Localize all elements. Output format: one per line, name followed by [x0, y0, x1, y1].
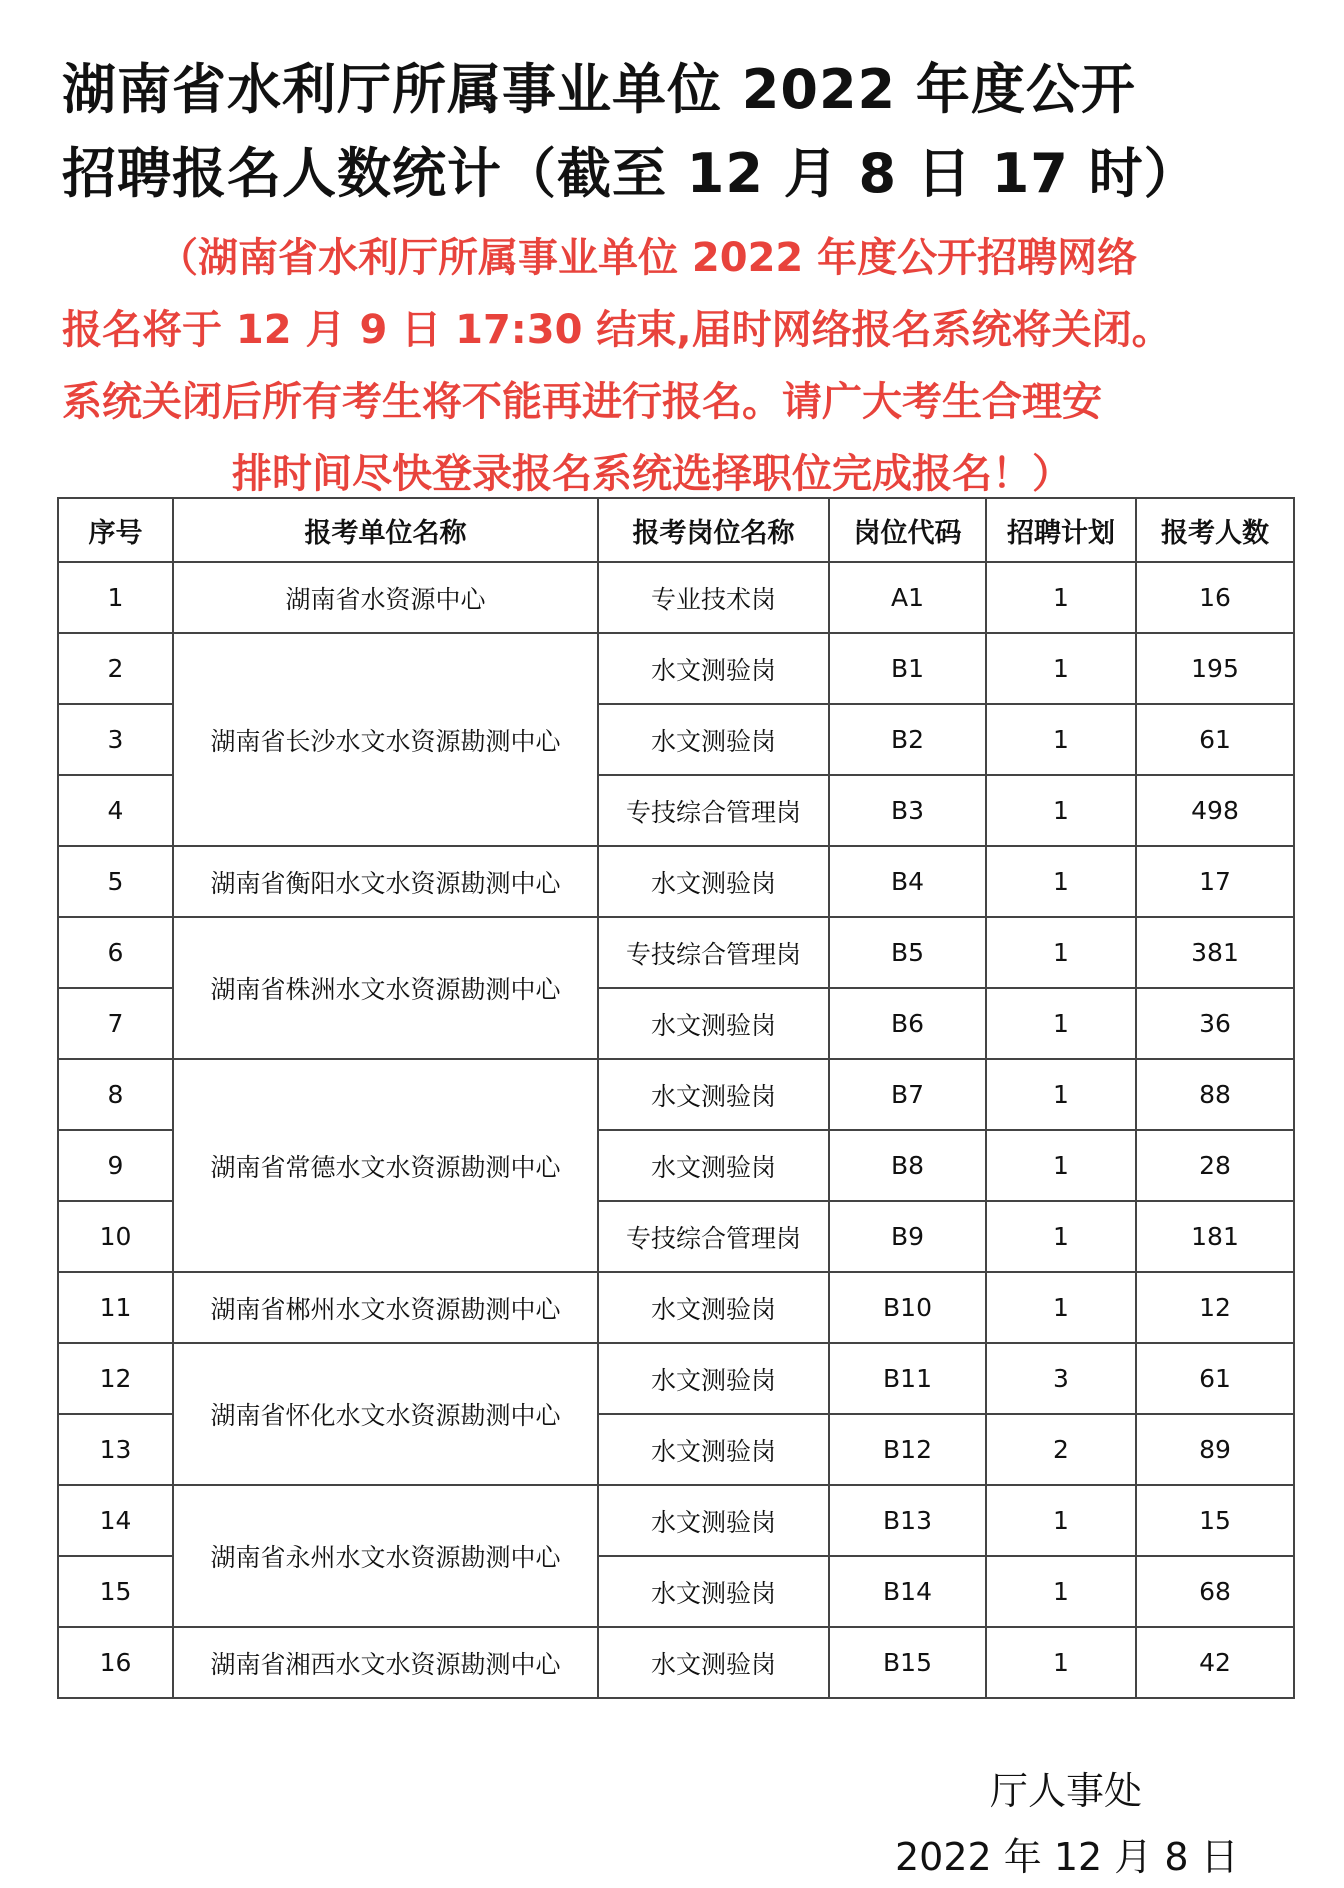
cell-unit: 湖南省水资源中心: [173, 562, 598, 633]
cell-plan: 1: [986, 846, 1136, 917]
cell-index: 4: [58, 775, 173, 846]
cell-plan: 1: [986, 1059, 1136, 1130]
cell-applicants: 381: [1136, 917, 1294, 988]
cell-code: B9: [829, 1201, 986, 1272]
cell-code: B11: [829, 1343, 986, 1414]
table-row: [58, 846, 1294, 917]
cell-position: 水文测验岗: [598, 704, 829, 775]
table-row: [58, 917, 1294, 988]
cell-position: 专技综合管理岗: [598, 917, 829, 988]
title-line-1: 湖南省水利厅所属事业单位 2022 年度公开: [62, 58, 1136, 121]
table-row: [58, 1272, 1294, 1343]
cell-position: 水文测验岗: [598, 1485, 829, 1556]
cell-position: 水文测验岗: [598, 633, 829, 704]
cell-index: 16: [58, 1627, 173, 1698]
document-title: [62, 48, 1262, 216]
cell-index: 15: [58, 1556, 173, 1627]
header-plan: 招聘计划: [986, 498, 1136, 562]
cell-plan: 2: [986, 1414, 1136, 1485]
cell-plan: 1: [986, 1272, 1136, 1343]
table-row: [58, 1059, 1294, 1130]
cell-unit: 湖南省长沙水文水资源勘测中心: [173, 633, 598, 846]
cell-index: 7: [58, 988, 173, 1059]
cell-plan: 1: [986, 988, 1136, 1059]
cell-applicants: 89: [1136, 1414, 1294, 1485]
cell-index: 5: [58, 846, 173, 917]
cell-position: 水文测验岗: [598, 1130, 829, 1201]
table-row: [58, 562, 1294, 633]
cell-index: 1: [58, 562, 173, 633]
cell-unit: 湖南省株洲水文水资源勘测中心: [173, 917, 598, 1059]
header-code: 岗位代码: [829, 498, 986, 562]
cell-unit: 湖南省永州水文水资源勘测中心: [173, 1485, 598, 1627]
cell-applicants: 68: [1136, 1556, 1294, 1627]
cell-position: 水文测验岗: [598, 1272, 829, 1343]
cell-code: B8: [829, 1130, 986, 1201]
cell-index: 3: [58, 704, 173, 775]
cell-index: 14: [58, 1485, 173, 1556]
cell-position: 水文测验岗: [598, 1059, 829, 1130]
cell-index: 13: [58, 1414, 173, 1485]
cell-code: B6: [829, 988, 986, 1059]
cell-index: 8: [58, 1059, 173, 1130]
cell-code: B1: [829, 633, 986, 704]
cell-code: B14: [829, 1556, 986, 1627]
cell-applicants: 498: [1136, 775, 1294, 846]
cell-plan: 1: [986, 562, 1136, 633]
cell-plan: 1: [986, 1130, 1136, 1201]
cell-plan: 1: [986, 633, 1136, 704]
cell-applicants: 42: [1136, 1627, 1294, 1698]
cell-applicants: 36: [1136, 988, 1294, 1059]
cell-code: A1: [829, 562, 986, 633]
cell-applicants: 28: [1136, 1130, 1294, 1201]
cell-applicants: 181: [1136, 1201, 1294, 1272]
cell-plan: 1: [986, 1556, 1136, 1627]
cell-plan: 1: [986, 1627, 1136, 1698]
cell-index: 2: [58, 633, 173, 704]
cell-index: 9: [58, 1130, 173, 1201]
cell-code: B12: [829, 1414, 986, 1485]
cell-unit: 湖南省郴州水文水资源勘测中心: [173, 1272, 598, 1343]
cell-index: 10: [58, 1201, 173, 1272]
notice-line-1: （湖南省水利厅所属事业单位 2022 年度公开招聘网络: [158, 235, 1138, 281]
cell-code: B15: [829, 1627, 986, 1698]
cell-applicants: 16: [1136, 562, 1294, 633]
header-index: 序号: [58, 498, 173, 562]
cell-position: 水文测验岗: [598, 1414, 829, 1485]
table-row: [58, 1485, 1294, 1556]
notice-line-2: 报名将于 12 月 9 日 17:30 结束,届时网络报名系统将关闭。: [62, 307, 1172, 353]
notice-line-3: 系统关闭后所有考生将不能再进行报名。请广大考生合理安: [62, 379, 1102, 425]
table-header-row: [58, 498, 1294, 562]
cell-code: B4: [829, 846, 986, 917]
cell-applicants: 15: [1136, 1485, 1294, 1556]
cell-position: 专业技术岗: [598, 562, 829, 633]
cell-position: 水文测验岗: [598, 1343, 829, 1414]
table-row: [58, 1627, 1294, 1698]
cell-code: B2: [829, 704, 986, 775]
cell-unit: 湖南省湘西水文水资源勘测中心: [173, 1627, 598, 1698]
cell-index: 12: [58, 1343, 173, 1414]
header-unit: 报考单位名称: [173, 498, 598, 562]
cell-plan: 1: [986, 1201, 1136, 1272]
cell-code: B10: [829, 1272, 986, 1343]
notice-line-4: 排时间尽快登录报名系统选择职位完成报名！）: [232, 451, 1072, 497]
cell-applicants: 61: [1136, 1343, 1294, 1414]
cell-index: 6: [58, 917, 173, 988]
cell-unit: 湖南省怀化水文水资源勘测中心: [173, 1343, 598, 1485]
table-row: [58, 1343, 1294, 1414]
cell-applicants: 12: [1136, 1272, 1294, 1343]
cell-position: 专技综合管理岗: [598, 775, 829, 846]
cell-unit: 湖南省衡阳水文水资源勘测中心: [173, 846, 598, 917]
header-position: 报考岗位名称: [598, 498, 829, 562]
issuing-department: 厅人事处: [990, 1769, 1143, 1813]
cell-unit: 湖南省常德水文水资源勘测中心: [173, 1059, 598, 1272]
issue-date: 2022 年 12 月 8 日: [895, 1835, 1239, 1879]
cell-plan: 3: [986, 1343, 1136, 1414]
cell-plan: 1: [986, 775, 1136, 846]
cell-position: 水文测验岗: [598, 846, 829, 917]
cell-position: 水文测验岗: [598, 1627, 829, 1698]
cell-applicants: 88: [1136, 1059, 1294, 1130]
cell-code: B5: [829, 917, 986, 988]
cell-plan: 1: [986, 917, 1136, 988]
cell-position: 水文测验岗: [598, 1556, 829, 1627]
cell-applicants: 17: [1136, 846, 1294, 917]
deadline-notice: [62, 222, 1242, 510]
cell-applicants: 61: [1136, 704, 1294, 775]
cell-code: B7: [829, 1059, 986, 1130]
cell-position: 专技综合管理岗: [598, 1201, 829, 1272]
cell-position: 水文测验岗: [598, 988, 829, 1059]
header-applicants: 报考人数: [1136, 498, 1294, 562]
cell-code: B3: [829, 775, 986, 846]
cell-plan: 1: [986, 704, 1136, 775]
cell-code: B13: [829, 1485, 986, 1556]
title-line-2: 招聘报名人数统计（截至 12 月 8 日 17 时）: [62, 142, 1199, 205]
cell-index: 11: [58, 1272, 173, 1343]
applicant-stats-table: [57, 497, 1295, 1699]
cell-plan: 1: [986, 1485, 1136, 1556]
cell-applicants: 195: [1136, 633, 1294, 704]
table-row: [58, 633, 1294, 704]
